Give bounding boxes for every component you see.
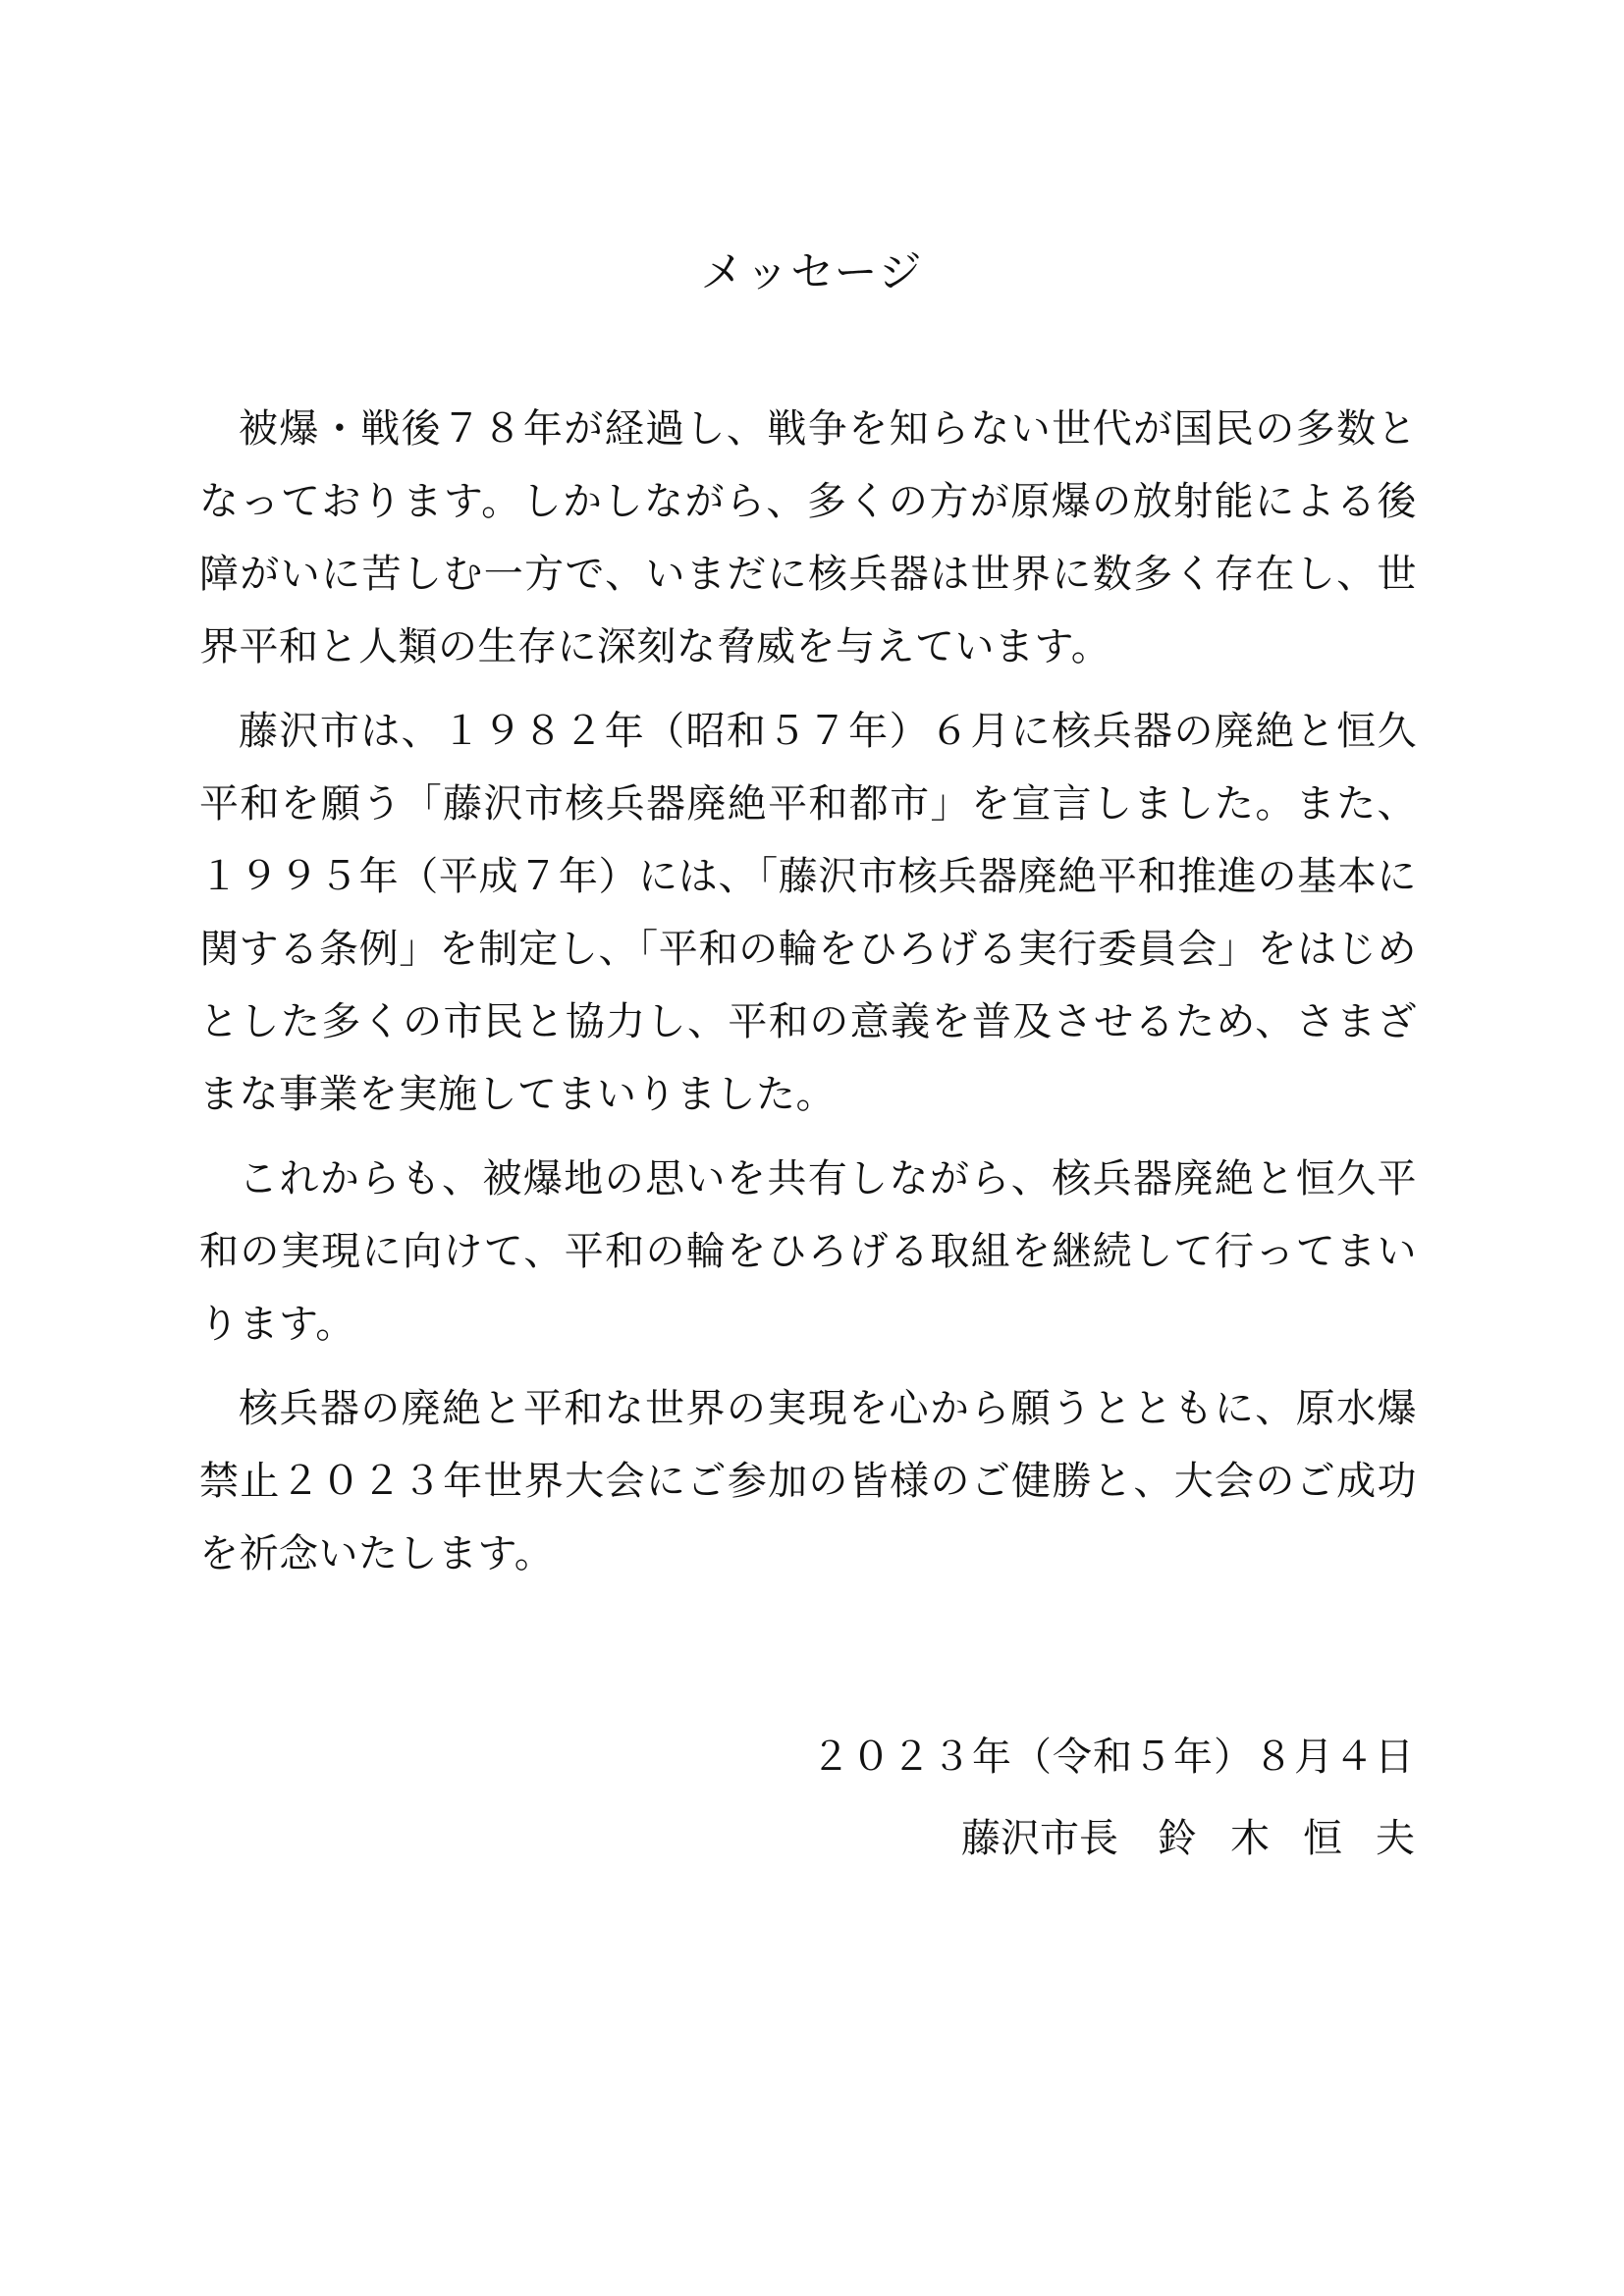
paragraph-4: 核兵器の廃絶と平和な世界の実現を心から願うとともに、原水爆禁止２０２３年世界大会にご参加の皆様のご健勝と、大会のご成功を祈念いたします。 — [199, 1386, 1417, 1576]
message-body — [199, 393, 1417, 1590]
signature-name: 鈴木恒夫 — [1158, 1816, 1448, 1861]
message-date: ２０２３年（令和５年）８月４日 — [811, 1735, 1415, 1780]
signature-block — [961, 1809, 1448, 1868]
document-title: メッセージ — [700, 247, 924, 297]
paragraph-3: これからも、被爆地の思いを共有しながら、核兵器廃絶と恒久平和の実現に向けて、平和の輪をひろげる取組を継続して行ってまいります。 — [199, 1156, 1417, 1347]
signature-office: 藤沢市長 — [961, 1816, 1118, 1861]
paragraph-1: 被爆・戦後７８年が経過し、戦争を知らない世代が国民の多数となっております。しかしながら、多くの方が原爆の放射能による後障がいに苦しむ一方で、いまだに核兵器は世界に数多く存在し、世界平和と人類の生存に深刻な脅威を与えています。 — [199, 406, 1417, 669]
paragraph-2: 藤沢市は、１９８２年（昭和５７年）６月に核兵器の廃絶と恒久平和を願う「藤沢市核兵器廃絶平和都市」を宣言しました。また、１９９５年（平成７年）には、「藤沢市核兵器廃絶平和推進の基本に関する条例」を制定し、「平和の輪をひろげる実行委員会」をはじめとした多くの市民と協力し、平和の意義を普及させるため、さまざまな事業を実施してまいりました。 — [199, 709, 1417, 1117]
